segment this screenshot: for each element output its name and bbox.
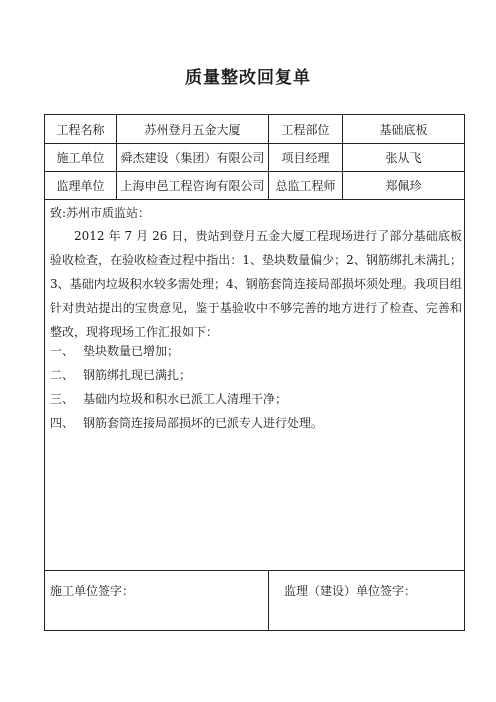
- project-manager-label: 项目经理: [269, 144, 343, 171]
- list-item: 二、 钢筋绑扎现已满扎；: [50, 368, 192, 382]
- reply-content: [45, 200, 464, 571]
- supervisor-label: 监理单位: [45, 172, 117, 199]
- contractor-value: 舜杰建设（集团）有限公司: [117, 144, 269, 171]
- list-item: 四、 钢筋套筒连接局部损坏的已派专人进行处理。: [50, 416, 324, 430]
- chief-engineer-value: 郑佩珍: [385, 179, 422, 193]
- project-manager-value: 张从飞: [385, 151, 422, 165]
- body-paragraph: 2012 年 7 月 26 日，贵站到登月五金大厦工程现场进行了部分基础底板验收检查，在验收检查过程中指出：1、垫块数量偏少；2、钢筋绑扎未满扎；3、基础内垃圾积水较多需处理；4、钢筋套筒连接局部损坏须处理。我项目组针对贵站提出的宝贵意见，鉴于基验收中不够完善的地方进行了检查、完善和整改，现将现场工作汇报如下：: [50, 229, 462, 339]
- project-name-label: 工程名称: [45, 115, 117, 143]
- construction-signature-field: 施工单位签字：: [45, 570, 269, 630]
- list-item: 三、 基础内垃圾和积水已派工人清理干净；: [50, 392, 288, 406]
- list-item: 一、 垫块数量已增加；: [50, 344, 180, 358]
- contractor-label: 施工单位: [45, 144, 117, 171]
- table-row: [45, 144, 464, 172]
- project-name-value: 苏州登月五金大厦: [117, 115, 269, 143]
- chief-engineer-label: 总监工程师: [269, 172, 343, 199]
- table-row: [45, 172, 464, 200]
- salutation: 致:苏州市质监站：: [50, 206, 151, 220]
- project-part-label: 工程部位: [269, 115, 343, 143]
- supervisor-value: 上海申邑工程咨询有限公司: [117, 172, 269, 199]
- supervision-signature-field: 监理（建设）单位签字：: [284, 584, 417, 598]
- document-title: 质量整改回复单: [185, 68, 311, 88]
- rectification-form: [44, 114, 465, 631]
- table-row: [45, 115, 464, 144]
- project-part-value: 基础底板: [379, 122, 428, 137]
